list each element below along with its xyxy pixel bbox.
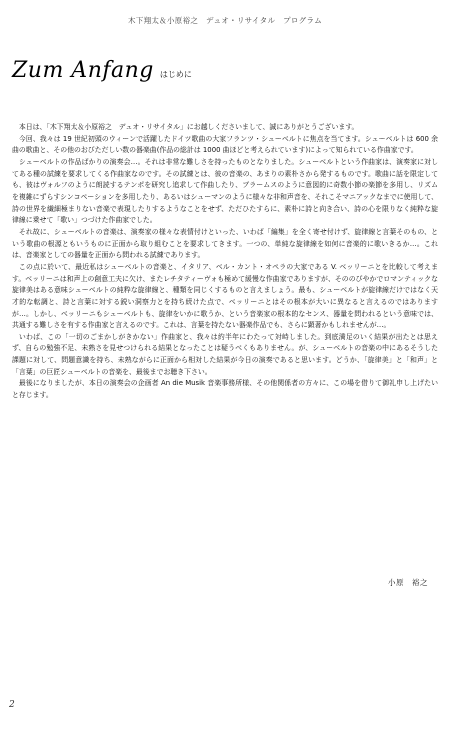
section-heading [12, 58, 192, 83]
author-signature: 小原 裕之 [388, 578, 428, 587]
section-subtitle: はじめに [159, 70, 192, 79]
paragraph: それ故に、シューベルトの音楽は、演奏家の様々な表情付けといった、いわば「編集」を全く寄せ付けず、旋律線と言葉そのもの、という歌曲の根源ともいうものに正面から取り組むことを要求してきます。一つの、単純な旋律線を如何に音楽的に歌いきるか…。これは、音楽家としての器量を正面から問われる試練であります。 [12, 227, 438, 260]
paragraph: 今回、我々は 19 世紀初頭のウィーンで活躍したドイツ歌曲の大家フランツ・シューベルトに焦点を当てます。シューベルトは 600 余曲の歌曲と、その他のおびただしい数の器楽曲(作品の総計は 1000 曲ほどと考えられています)によって知られている作曲家です。 [12, 134, 438, 155]
program-header: 木下翔太＆小原裕之 デュオ・リサイタル プログラム [127, 16, 323, 25]
body-text [12, 122, 438, 402]
paragraph: シューベルトの作品ばかりの演奏会…。それは非常な難しさを持ったものとなりました。シューベルトという作曲家は、演奏家に対してある種の試練を要求してくる作曲家なのです。その試練とは、彼の音楽の、あまりの素朴さから発するものです。歌曲に話を限定しても、彼はヴォルフのように朗読するテンポを研究し追求して作曲したり、ブラームスのように意図的に奇数小節の楽節を多用し、リズムを複雑にずらすシンコペーションを多用したり、あるいはシューマンのように様々な非和声音を、それこそマニアックなまでに使用して、詩の世界を繊細極まりない音楽で表現したりするようなことをせず、ただひたすらに、素朴に詩と向き合い、詩の心を限りなく純粋な旋律線に乗せて「歌い」つづけた作曲家でした。 [12, 157, 438, 225]
paragraph: この点に於いて、最近私はシューベルトの音楽と、イタリア、ベル・カント・オペラの大家である V. ベッリーニとを比較して考えます。ベッリーニは和声上の創意工夫に欠け、またレチタティーヴォも極めて緩慢な作曲家でありますが、そののびやかでロマンティックな旋律美はある意味シューベルトの純粋な旋律線と、種類を同じくするものと言えましょう。最も、シューベルトが旋律線だけではなく天才的な転調と、詩と言葉に対する鋭い洞察力とを持ち続けた点で、ベッリーニとはその根本が大いに異なると言えるのではありますが…。しかし、ベッリーニもシューベルトも、旋律をいかに歌うか、という音楽家の根本的なセンス、器量を問われるという意味では、共通する難しさを有する作曲家と言えるのです。これは、言葉を持たない器楽作品でも、さらに顕著かもしれませんが…。 [12, 262, 438, 330]
paragraph: 最後になりましたが、本日の演奏会の企画者 An die Musik 音楽事務所様、その他関係者の方々に、この場を借りて御礼申し上げたいと存じます。 [12, 379, 438, 400]
paragraph: いわば、この「一切のごまかしがきかない」作曲家と、我々は約半年にわたって対峙しました。到底満足のいく結果が出たとは思えず、自らの勉強不足、未熟さを見せつけられる結果となったことは疑うべくもありません。が、シューベルトの音楽の中にあるそうした課題に対して、問題意識を持ち、未熟ながらに正面から相対した結果が今日の演奏であると思います。どうか、「旋律美」と「和声」と「言葉」の巨匠シューベルトの音楽を、最後までお聴き下さい。 [12, 332, 438, 376]
paragraph: 本日は、「木下翔太＆小原裕之 デュオ・リサイタル」にお越しくださいまして、誠にありがとうございます。 [18, 123, 359, 131]
page-number: 2 [9, 700, 15, 710]
section-title: Zum Anfang [12, 58, 154, 83]
